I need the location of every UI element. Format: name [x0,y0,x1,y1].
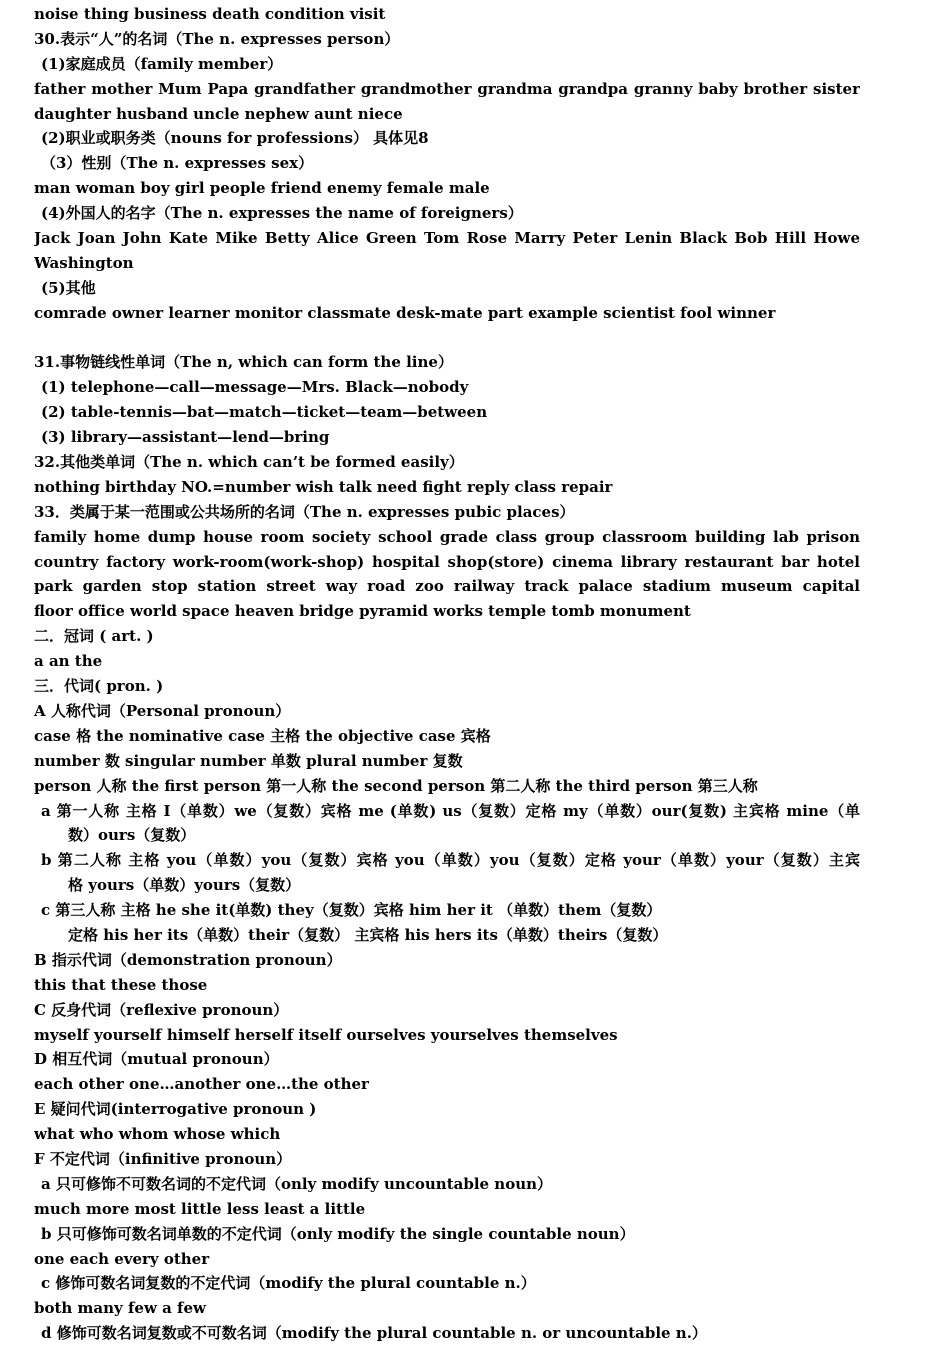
text-line: d 修饰可数名词复数或不可数名词（modify the plural countable n. or uncountable n.） [41,1324,707,1343]
text-line: a 只可修饰不可数名词的不定代词（only modify uncountable noun） [41,1174,553,1193]
text-line: much more most little less least a little [34,1199,366,1218]
text-line: F 不定代词（infinitive pronoun） [34,1149,292,1168]
text-line: daughter husband uncle nephew aunt niece [34,104,403,123]
text-line: 数）ours（复数） [68,826,196,845]
text-line: number 数 singular number 单数 plural number 复数 [34,751,463,770]
text-line: nothing birthday NO.=number wish talk need fight reply class repair [34,477,613,496]
text-line: A 人称代词（Personal pronoun） [34,701,291,720]
text-line: (2) table-tennis—bat—match—ticket—team—between [41,403,488,422]
text-line: this that these those [34,975,208,994]
text-line: (4)外国人的名字（The n. expresses the name of foreigners） [41,204,523,223]
text-line: 30.表示“人”的名词（The n. expresses person） [34,29,400,48]
text-line: (1)家庭成员（family member） [41,54,283,73]
text-line: (3) library—assistant—lend—bring [41,428,330,447]
text-line: 格 yours（单数）yours（复数） [68,876,301,895]
text-line: each other one…another one…the other [34,1075,369,1094]
text-line: （3）性别（The n. expresses sex） [41,154,314,173]
text-line: man woman boy girl people friend enemy female male [34,179,490,198]
text-line: comrade owner learner monitor classmate desk-mate part example scientist fool winner [34,303,776,322]
text-line: a 第一人称 主格 I（单数）we（复数）宾格 me (单数) us（复数）定格 my（单数）our(复数) 主宾格 mine（单 [41,801,860,820]
text-line: 二．冠词 ( art. ) [34,627,154,646]
text-line: 33．类属于某一范围或公共场所的名词（The n. expresses pubic places） [34,502,575,521]
text-line: B 指示代词（demonstration pronoun） [34,950,342,969]
text-line: Jack Joan John Kate Mike Betty Alice Green Tom Rose Marry Peter Lenin Black Bob Hill Howe [34,229,860,248]
text-line: (2)职业或职务类（nouns for professions） 具体见8 [41,129,429,148]
text-line: (1) telephone—call—message—Mrs. Black—nobody [41,378,469,397]
text-line: 三．代词( pron. ) [34,677,164,696]
text-line: E 疑问代词(interrogative pronoun ) [34,1100,317,1119]
text-line: D 相互代词（mutual pronoun） [34,1050,279,1069]
text-line: Washington [34,253,134,272]
text-line: park garden stop station street way road zoo railway track palace stadium museum capital [34,577,860,596]
text-line: country factory work-room(work-shop) hospital shop(store) cinema library restaurant bar hotel [34,552,860,571]
text-line: what who whom whose which [34,1125,281,1144]
text-line: floor office world space heaven bridge pyramid works temple tomb monument [34,602,691,621]
text-line: c 第三人称 主格 he she it(单数) they（复数）宾格 him her it （单数）them（复数） [41,901,662,920]
text-line: b 第二人称 主格 you（单数）you（复数）宾格 you（单数）you（复数）定格 your（单数）your（复数）主宾 [41,851,860,870]
text-line: case 格 the nominative case 主格 the objective case 宾格 [34,726,491,745]
text-line: b 只可修饰可数名词单数的不定代词（only modify the single countable noun） [41,1224,635,1243]
text-line: (5)其他 [41,278,96,297]
text-line: 31.事物链线性单词（The n, which can form the line） [34,353,453,372]
text-line: 32.其他类单词（The n. which can’t be formed easily） [34,453,464,472]
text-line: myself yourself himself herself itself ourselves yourselves themselves [34,1025,618,1044]
text-line: person 人称 the first person 第一人称 the second person 第二人称 the third person 第三人称 [34,776,758,795]
text-line: father mother Mum Papa grandfather grandmother grandma grandpa granny baby brother sister [34,79,860,98]
text-line: 定格 his her its（单数）their（复数） 主宾格 his hers its（单数）theirs（复数） [68,925,668,944]
text-line: noise thing business death condition visit [34,5,386,23]
text-line: a an the [34,652,103,671]
text-line: c 修饰可数名词复数的不定代词（modify the plural countable n.） [41,1274,536,1293]
text-line: both many few a few [34,1299,206,1318]
text-line: one each every other [34,1249,210,1268]
text-line: C 反身代词（reflexive pronoun） [34,1000,289,1019]
text-line: family home dump house room society school grade class group classroom building lab prison [34,527,860,546]
blank-line [34,326,860,351]
